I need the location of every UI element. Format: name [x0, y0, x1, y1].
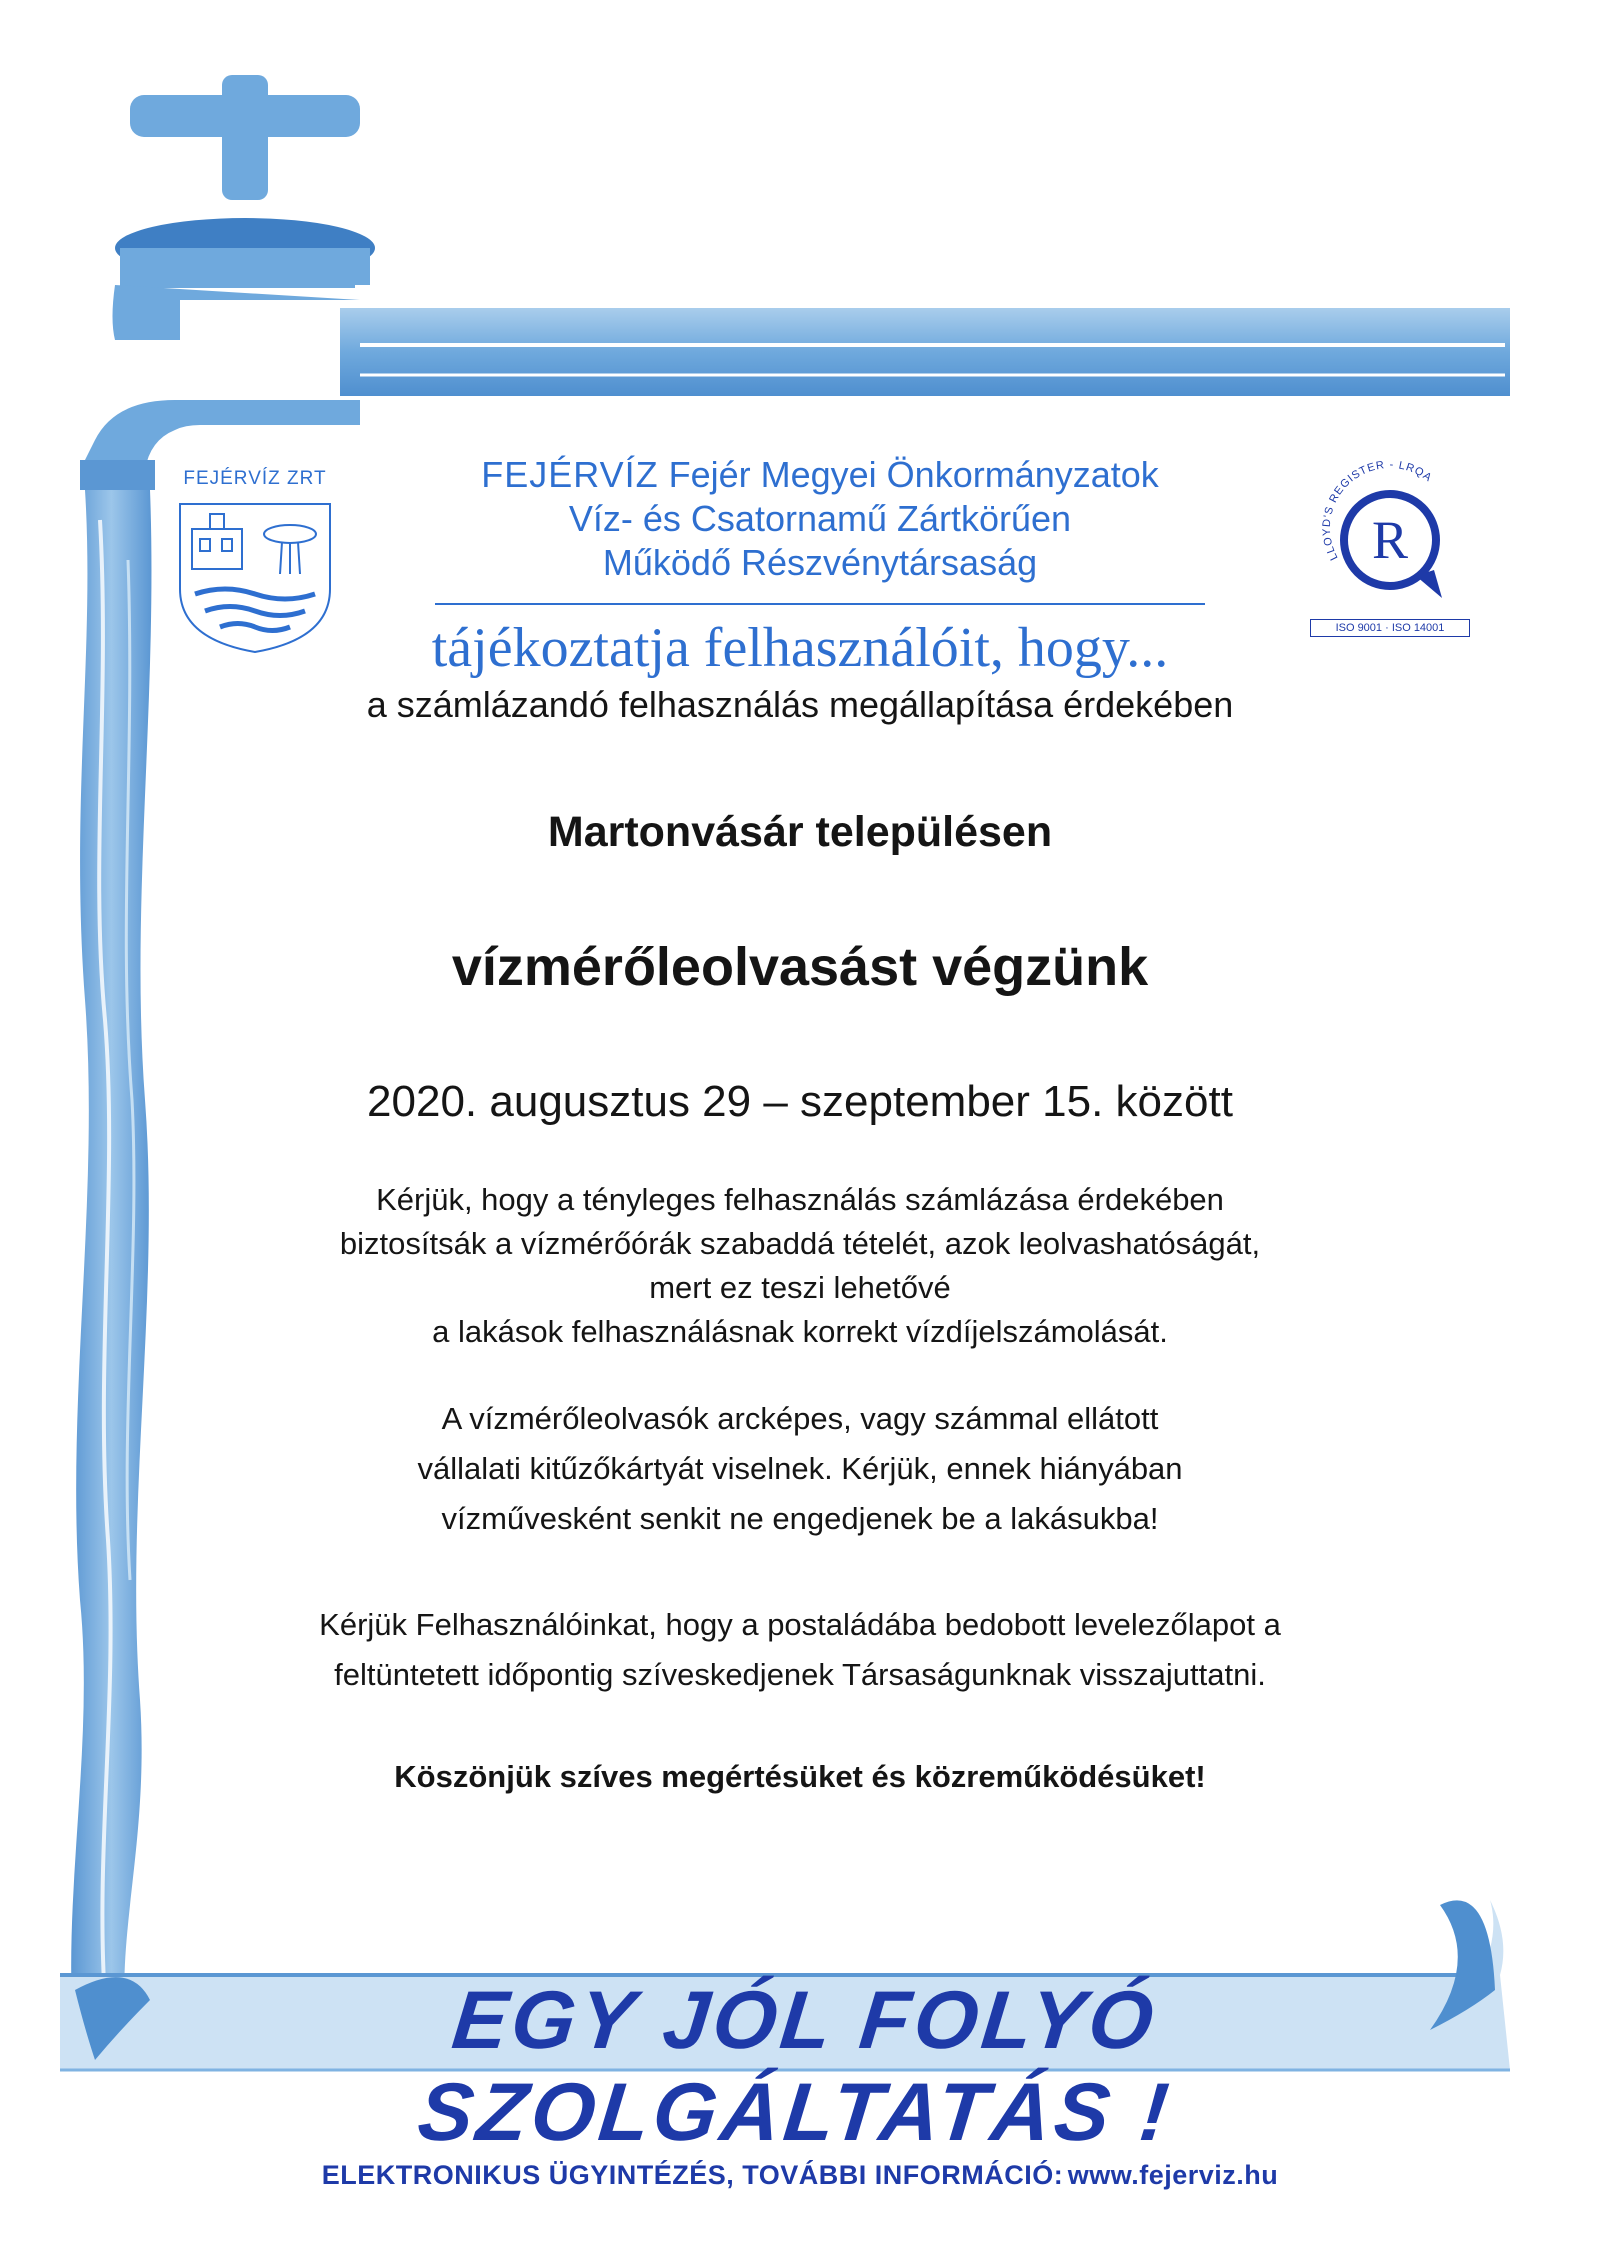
location-heading: Martonvásár településen	[547, 808, 1053, 856]
seal-ring-text: LLOYD'S REGISTER - LRQA	[1320, 458, 1435, 563]
action-heading: vízmérőleolvasást végzünk	[451, 937, 1149, 997]
paragraph-2-line: A vízmérőleolvasók arcképes, vagy számmal ellátott	[441, 1401, 1159, 1436]
paragraph-1-line: a lakások felhasználásnak korrekt vízdíjelszámolását.	[432, 1314, 1168, 1349]
website-link[interactable]: www.fejerviz.hu	[1067, 2160, 1279, 2190]
company-header	[420, 453, 1220, 585]
paragraph-2-line: vízművesként senkit ne engedjenek be a lakásukba!	[441, 1501, 1159, 1536]
footer-label: ELEKTRONIKUS ÜGYINTÉZÉS, TOVÁBBI INFORMÁCIÓ:	[321, 2160, 1064, 2190]
iso-label: ISO 9001 · ISO 14001	[1310, 619, 1470, 637]
lrqa-seal-icon	[1310, 458, 1470, 608]
company-name-line3: Működő Részvénytársaság	[602, 542, 1038, 583]
paragraph-3-line: feltüntetett időpontig szíveskedjenek Társaságunknak visszajuttatni.	[334, 1657, 1266, 1692]
intro-headline: tájékoztatja felhasználóit, hogy...	[431, 617, 1169, 679]
thanks-text: Köszönjük szíves megértésüket és közreműködésüket!	[394, 1759, 1206, 1794]
paragraph-1-line: biztosítsák a vízmérőórák szabaddá tételét, azok leolvashatóságát,	[339, 1226, 1261, 1261]
paragraph-1-line: mert ez teszi lehetővé	[649, 1270, 951, 1305]
intro-subline: a számlázandó felhasználás megállapítása érdekében	[366, 684, 1234, 725]
logo-company-tag: FEJÉRVÍZ ZRT	[183, 468, 327, 489]
seal-mark: R	[1371, 510, 1409, 570]
footer	[150, 2160, 1450, 2191]
water-stream-icon	[71, 490, 151, 2050]
paragraph-2	[300, 1394, 1300, 1544]
company-name-line2: Víz- és Csatornamű Zártkörűen	[568, 498, 1072, 539]
company-name-line1: Fejér Megyei Önkormányzatok	[668, 454, 1159, 495]
period-text: 2020. augusztus 29 – szeptember 15. között	[367, 1077, 1233, 1126]
brand-name: FEJÉRVÍZ	[481, 454, 659, 495]
paragraph-1	[220, 1178, 1380, 1354]
certification-badge	[1310, 458, 1470, 638]
slogan-text: EGY JÓL FOLYÓ SZOLGÁLTATÁS !	[413, 1975, 1177, 2158]
paragraph-3-line: Kérjük Felhasználóinkat, hogy a postaládába bedobott levelezőlapot a	[319, 1607, 1281, 1642]
paragraph-3	[200, 1600, 1400, 1700]
paragraph-2-line: vállalati kitűzőkártyát viselnek. Kérjük, ennek hiányában	[417, 1451, 1183, 1486]
header-divider	[435, 603, 1205, 605]
paragraph-1-line: Kérjük, hogy a tényleges felhasználás számlázása érdekében	[376, 1182, 1224, 1217]
faucet-handle-icon	[115, 75, 375, 288]
